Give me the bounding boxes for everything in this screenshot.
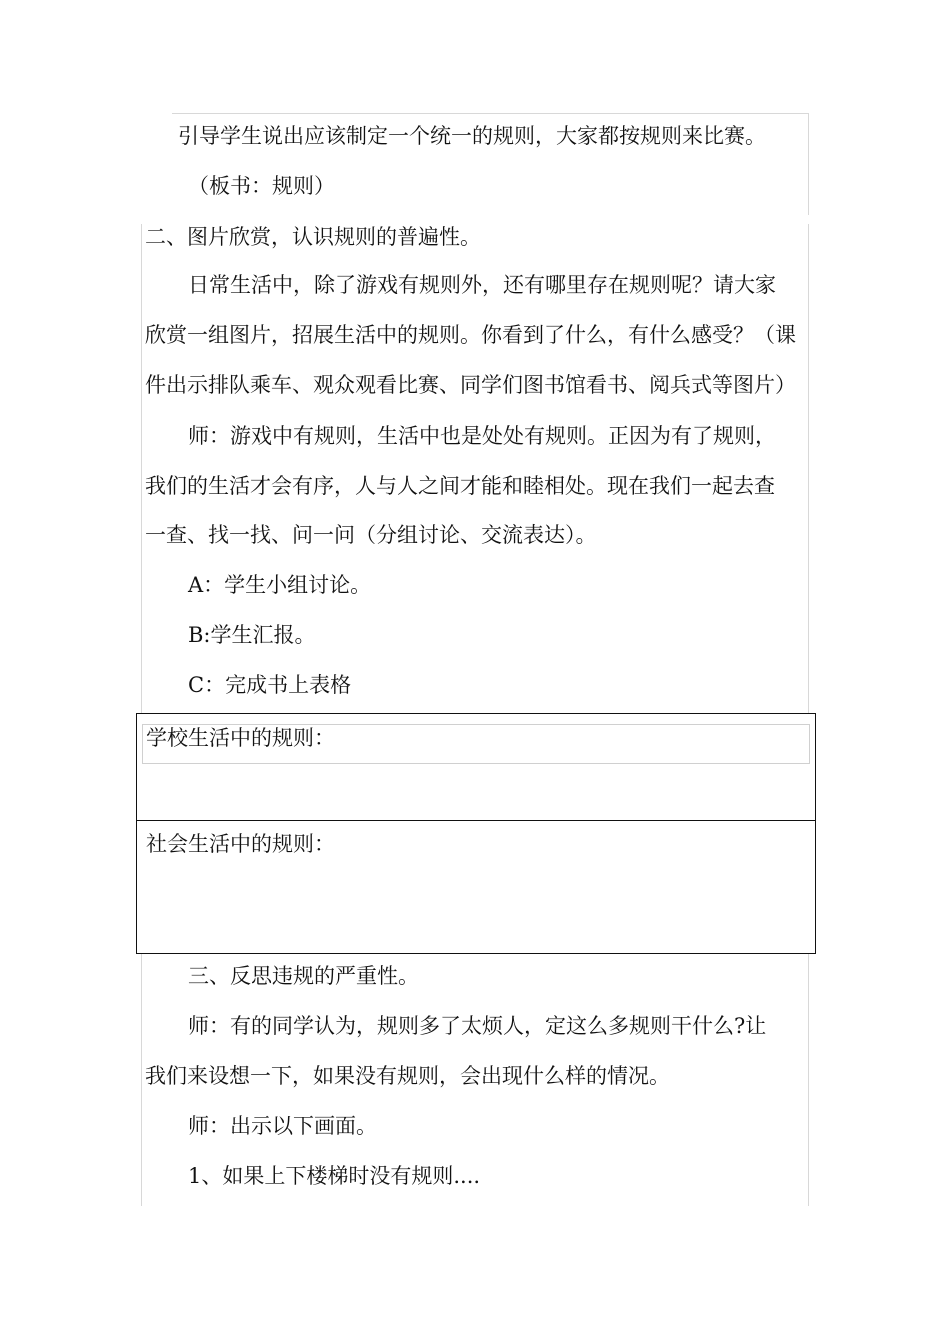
school-rules-label: 学校生活中的规则： (146, 726, 335, 750)
list-item-c: C：完成书上表格 (188, 673, 352, 697)
frame-line-right-lower (808, 954, 809, 1206)
table-row-society (137, 821, 815, 953)
paragraph-too-many-rules-line-2: 我们来设想一下，如果没有规则，会出现什么样的情况。 (145, 1064, 670, 1088)
paragraph-show-images: 师：出示以下画面。 (188, 1114, 377, 1138)
list-item-a: A：学生小组讨论。 (188, 573, 372, 597)
paragraph-teacher-rules-line-1: 师：游戏中有规则，生活中也是处处有规则。正因为有了规则， (188, 424, 776, 448)
paragraph-too-many-rules-line-1: 师：有的同学认为，规则多了太烦人，定这么多规则干什么?让 (188, 1014, 767, 1038)
paragraph-daily-life-line-2: 欣赏一组图片，招展生活中的规则。你看到了什么，有什么感受？（课 (145, 323, 796, 347)
paragraph-daily-life-line-1: 日常生活中，除了游戏有规则外，还有哪里存在规则呢？请大家 (188, 273, 776, 297)
list-item-stairs: 1、如果上下楼梯时没有规则.... (188, 1164, 481, 1188)
frame-line-left-middle (141, 224, 142, 713)
list-item-b: B:学生汇报。 (188, 623, 316, 647)
frame-line-top (172, 113, 809, 114)
society-rules-label: 社会生活中的规则： (146, 832, 335, 856)
paragraph-daily-life-line-3: 件出示排队乘车、观众观看比赛、同学们图书馆看书、阅兵式等图片） (145, 373, 796, 397)
paragraph-board-writing: （板书：规则） (188, 174, 335, 198)
rules-table (136, 713, 816, 954)
section-heading-3: 三、反思违规的严重性。 (188, 964, 419, 988)
frame-line-left-lower (141, 954, 142, 1206)
frame-line-right-upper (808, 113, 809, 215)
table-row-school (137, 714, 815, 821)
paragraph-teacher-rules-line-2: 我们的生活才会有序，人与人之间才能和睦相处。现在我们一起去查 (145, 474, 775, 498)
paragraph-teacher-rules-line-3: 一查、找一找、问一问（分组讨论、交流表达）。 (145, 523, 597, 547)
frame-line-right-middle (808, 224, 809, 713)
paragraph-guide-students: 引导学生说出应该制定一个统一的规则，大家都按规则来比赛。 (178, 124, 766, 148)
section-heading-2: 二、图片欣赏，认识规则的普遍性。 (145, 225, 481, 249)
